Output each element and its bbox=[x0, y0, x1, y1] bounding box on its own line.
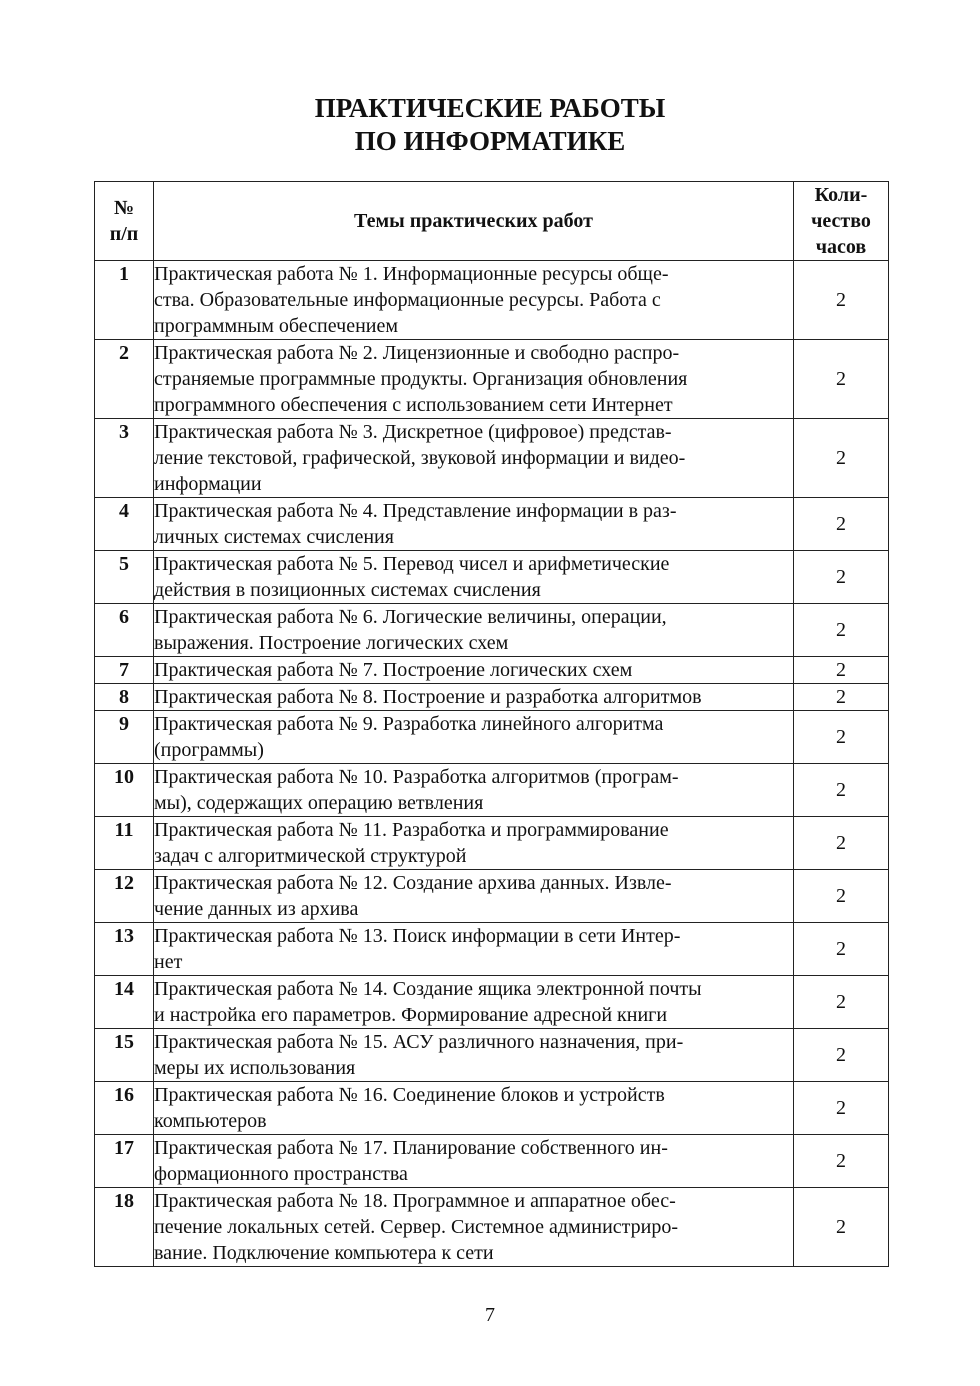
row-topic bbox=[154, 498, 794, 551]
row-topic-line: нет bbox=[154, 951, 183, 973]
table-row bbox=[95, 604, 889, 657]
table-row bbox=[95, 419, 889, 498]
table-row bbox=[95, 261, 889, 340]
row-topic-line: информации bbox=[154, 473, 262, 495]
row-topic-line: Практическая работа № 13. Поиск информации в сети Интер- bbox=[154, 925, 681, 947]
row-topic-line: Практическая работа № 15. АСУ различного назначения, при- bbox=[154, 1031, 684, 1053]
row-hours: 2 bbox=[794, 923, 889, 976]
page-title-line-2: ПО ИНФОРМАТИКЕ bbox=[354, 126, 626, 156]
row-topic-line: Практическая работа № 6. Логические величины, операции, bbox=[154, 606, 667, 628]
row-topic bbox=[154, 1082, 794, 1135]
row-topic bbox=[154, 711, 794, 764]
row-topic bbox=[154, 551, 794, 604]
row-topic bbox=[154, 657, 794, 684]
row-number: 13 bbox=[95, 923, 154, 976]
table-row bbox=[95, 657, 889, 684]
table-row bbox=[95, 976, 889, 1029]
row-topic-line: Практическая работа № 5. Перевод чисел и арифметические bbox=[154, 553, 670, 575]
row-number: 7 bbox=[95, 657, 154, 684]
row-topic-line: Практическая работа № 11. Разработка и программирование bbox=[154, 819, 669, 841]
row-topic-line: меры их использования bbox=[154, 1057, 356, 1079]
row-topic bbox=[154, 340, 794, 419]
row-topic-line: Практическая работа № 10. Разработка алгоритмов (програм- bbox=[154, 766, 679, 788]
header-topic: Темы практических работ bbox=[154, 182, 794, 261]
row-topic bbox=[154, 764, 794, 817]
row-topic-line: страняемые программные продукты. Организация обновления bbox=[154, 368, 688, 390]
row-hours: 2 bbox=[794, 1082, 889, 1135]
header-number-symbol: № bbox=[113, 197, 135, 219]
row-topic bbox=[154, 923, 794, 976]
table-row bbox=[95, 711, 889, 764]
row-topic bbox=[154, 604, 794, 657]
table-row bbox=[95, 923, 889, 976]
row-number: 4 bbox=[95, 498, 154, 551]
table-row bbox=[95, 1135, 889, 1188]
row-topic-line: компьютеров bbox=[154, 1110, 267, 1132]
practical-works-table bbox=[94, 181, 889, 1267]
row-topic-line: ление текстовой, графической, звуковой информации и видео- bbox=[154, 447, 686, 469]
table-row bbox=[95, 340, 889, 419]
row-topic-line: задач с алгоритмической структурой bbox=[154, 845, 467, 867]
page-title-line-1: ПРАКТИЧЕСКИЕ РАБОТЫ bbox=[314, 93, 666, 123]
page-number: 7 bbox=[485, 1304, 495, 1326]
table-row bbox=[95, 1082, 889, 1135]
header-hours bbox=[794, 182, 889, 261]
row-number: 17 bbox=[95, 1135, 154, 1188]
row-topic-line: программным обеспечением bbox=[154, 315, 399, 337]
row-topic bbox=[154, 870, 794, 923]
row-topic-line: выражения. Построение логических схем bbox=[154, 632, 509, 654]
row-number: 11 bbox=[95, 817, 154, 870]
row-number: 6 bbox=[95, 604, 154, 657]
row-hours: 2 bbox=[794, 1188, 889, 1267]
row-hours: 2 bbox=[794, 419, 889, 498]
table-row bbox=[95, 870, 889, 923]
header-hours-line-2: чество bbox=[811, 210, 871, 232]
row-topic-line: программного обеспечения с использованием сети Интернет bbox=[154, 394, 673, 416]
row-topic-line: Практическая работа № 17. Планирование собственного ин- bbox=[154, 1137, 668, 1159]
row-topic bbox=[154, 1135, 794, 1188]
table-row bbox=[95, 1029, 889, 1082]
row-hours: 2 bbox=[794, 1135, 889, 1188]
row-topic-line: чение данных из архива bbox=[154, 898, 359, 920]
row-number: 15 bbox=[95, 1029, 154, 1082]
row-number: 8 bbox=[95, 684, 154, 711]
row-topic-line: формационного пространства bbox=[154, 1163, 408, 1185]
header-hours-line-3: часов bbox=[815, 236, 867, 258]
row-topic-line: вание. Подключение компьютера к сети bbox=[154, 1242, 494, 1264]
row-hours: 2 bbox=[794, 976, 889, 1029]
row-topic bbox=[154, 1188, 794, 1267]
row-topic bbox=[154, 817, 794, 870]
row-hours: 2 bbox=[794, 711, 889, 764]
row-hours: 2 bbox=[794, 551, 889, 604]
row-hours: 2 bbox=[794, 764, 889, 817]
row-topic-line: Практическая работа № 18. Программное и аппаратное обес- bbox=[154, 1190, 676, 1212]
row-hours: 2 bbox=[794, 604, 889, 657]
row-topic-line: Практическая работа № 3. Дискретное (цифровое) представ- bbox=[154, 421, 672, 443]
row-hours: 2 bbox=[794, 684, 889, 711]
row-hours: 2 bbox=[794, 261, 889, 340]
row-topic-line: действия в позиционных системах счисления bbox=[154, 579, 541, 601]
row-topic-line: Практическая работа № 12. Создание архива данных. Извле- bbox=[154, 872, 672, 894]
row-topic-line: печение локальных сетей. Сервер. Системное администриро- bbox=[154, 1216, 679, 1238]
row-number: 12 bbox=[95, 870, 154, 923]
row-number: 10 bbox=[95, 764, 154, 817]
row-hours: 2 bbox=[794, 870, 889, 923]
row-topic-line: Практическая работа № 8. Построение и разработка алгоритмов bbox=[154, 686, 702, 708]
row-number: 14 bbox=[95, 976, 154, 1029]
row-topic-line: Практическая работа № 4. Представление информации в раз- bbox=[154, 500, 677, 522]
page-title bbox=[0, 92, 980, 158]
row-hours: 2 bbox=[794, 817, 889, 870]
row-number: 1 bbox=[95, 261, 154, 340]
row-number: 18 bbox=[95, 1188, 154, 1267]
row-number: 9 bbox=[95, 711, 154, 764]
row-topic-line: ства. Образовательные информационные ресурсы. Работа с bbox=[154, 289, 661, 311]
table-row bbox=[95, 498, 889, 551]
row-topic bbox=[154, 976, 794, 1029]
table-row bbox=[95, 817, 889, 870]
row-topic bbox=[154, 419, 794, 498]
row-hours: 2 bbox=[794, 340, 889, 419]
row-topic bbox=[154, 684, 794, 711]
row-topic-line: личных системах счисления bbox=[154, 526, 394, 548]
row-topic-line: Практическая работа № 16. Соединение блоков и устройств bbox=[154, 1084, 665, 1106]
row-topic-line: Практическая работа № 9. Разработка линейного алгоритма bbox=[154, 713, 664, 735]
row-topic bbox=[154, 261, 794, 340]
header-hours-line-1: Коли- bbox=[814, 184, 868, 206]
header-number-abbr: п/п bbox=[109, 223, 139, 245]
row-number: 3 bbox=[95, 419, 154, 498]
table-body bbox=[95, 261, 889, 1267]
row-topic-line: Практическая работа № 7. Построение логических схем bbox=[154, 659, 633, 681]
row-number: 2 bbox=[95, 340, 154, 419]
row-hours: 2 bbox=[794, 498, 889, 551]
row-topic-line: (программы) bbox=[154, 739, 264, 761]
row-hours: 2 bbox=[794, 657, 889, 684]
table-row bbox=[95, 764, 889, 817]
row-hours: 2 bbox=[794, 1029, 889, 1082]
table-row bbox=[95, 551, 889, 604]
row-topic bbox=[154, 1029, 794, 1082]
table-row bbox=[95, 684, 889, 711]
table-row bbox=[95, 1188, 889, 1267]
row-number: 5 bbox=[95, 551, 154, 604]
row-topic-line: Практическая работа № 2. Лицензионные и свободно распро- bbox=[154, 342, 680, 364]
row-topic-line: мы), содержащих операцию ветвления bbox=[154, 792, 484, 814]
row-topic-line: и настройка его параметров. Формирование адресной книги bbox=[154, 1004, 668, 1026]
row-number: 16 bbox=[95, 1082, 154, 1135]
header-number bbox=[95, 182, 154, 261]
row-topic-line: Практическая работа № 14. Создание ящика электронной почты bbox=[154, 978, 702, 1000]
row-topic-line: Практическая работа № 1. Информационные ресурсы обще- bbox=[154, 263, 669, 285]
table-header-row bbox=[95, 182, 889, 261]
